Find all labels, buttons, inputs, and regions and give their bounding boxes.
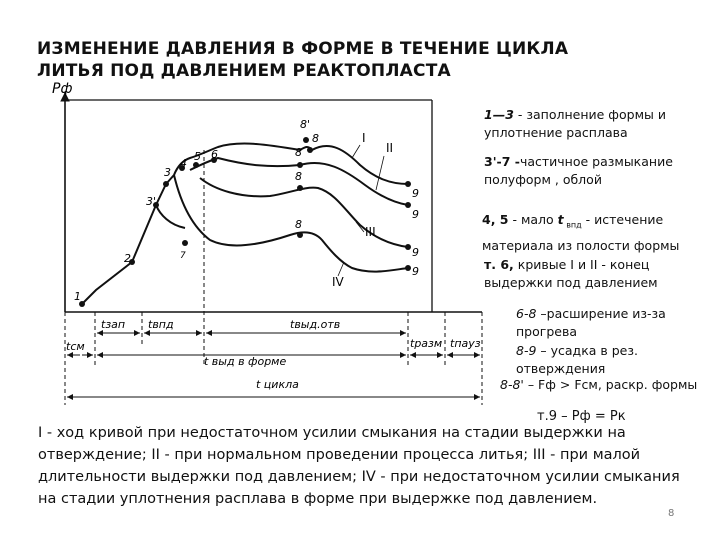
curve-label-I: I	[362, 131, 366, 145]
note-fill-key: 1—3	[484, 107, 514, 122]
note-outflow-a: - мало	[508, 212, 558, 227]
note-expansion-key: 6-8	[516, 306, 537, 321]
t-pauz-label: tпауз	[450, 337, 481, 350]
note-outflow-text: - истечение материала из полости формы	[482, 212, 680, 253]
note-opening-key: 3'-7 -	[484, 154, 520, 169]
point-8c	[297, 185, 303, 191]
note-outflow-t: t	[557, 212, 564, 227]
note-end-hold-key: т. 6,	[484, 257, 514, 272]
curve-points	[79, 137, 411, 307]
label-8d: 8	[295, 218, 302, 231]
point-8prime	[303, 137, 309, 143]
label-3: 3	[164, 166, 171, 179]
label-8c: 8	[295, 170, 302, 183]
label-9a: 9	[412, 187, 419, 200]
t-vyd-otv-label: tвыд.отв	[290, 318, 341, 331]
label-8a: 8	[312, 132, 319, 145]
t-vpd-label: tвпд	[148, 318, 174, 331]
label-6: 6	[211, 148, 218, 161]
label-9c: 9	[412, 246, 419, 259]
note-outflow-key: 4, 5	[482, 212, 509, 227]
curve-labels	[332, 131, 393, 289]
leader-I	[352, 145, 360, 158]
curve-rise	[82, 175, 174, 304]
curve-label-II: II	[386, 141, 394, 155]
curve-I	[174, 144, 408, 184]
note-expansion-text: –расширение из-за прогрева	[516, 306, 666, 339]
point-9b	[405, 202, 411, 208]
point-8d	[297, 232, 303, 238]
note-end-hold	[484, 256, 694, 292]
curve-3prime	[156, 205, 185, 228]
curve-label-III: III	[365, 225, 376, 239]
point-3	[163, 181, 169, 187]
note-expansion	[516, 305, 696, 341]
t-vyd-forme-label: t выд в форме	[204, 355, 287, 368]
label-4: 4	[180, 157, 187, 170]
label-8prime: 8'	[300, 118, 311, 131]
point-8b	[297, 162, 303, 168]
point-9c	[405, 244, 411, 250]
t-razm-label: tразм	[410, 337, 443, 350]
pressure-curves	[82, 144, 408, 304]
point-labels	[74, 118, 419, 303]
curve-label-IV: IV	[332, 275, 344, 289]
t-zap-label: tзап	[101, 318, 126, 331]
label-1: 1	[74, 290, 81, 303]
y-axis-label: Pф	[52, 81, 73, 97]
page-number: 8	[668, 508, 675, 519]
leader-II	[376, 156, 384, 190]
label-8b: 8	[295, 146, 302, 159]
label-3prime: 3'	[146, 195, 157, 208]
note-shrink-key: 8-9	[516, 343, 537, 358]
label-9b: 9	[412, 208, 419, 221]
label-7: 7	[180, 251, 186, 261]
note-opening	[484, 153, 694, 189]
note-force	[500, 376, 715, 394]
title-line-1: ИЗМЕНЕНИЕ ДАВЛЕНИЯ В ФОРМЕ В ТЕЧЕНИЕ ЦИКЛА	[37, 39, 569, 59]
note-force-key: 8-8'	[500, 377, 524, 392]
note-point-9: т.9 – Рф = Рк	[537, 409, 626, 424]
note-fill	[484, 106, 694, 142]
legend-paragraph: I - ход кривой при недостаточном усилии смыкания на стадии выдержки на отверждение; II - при нормальном проведении процесса литья; III - при малой длительности выдержки под давлением; IV - при недостаточном усилии смыкания на стадии уплотнения расплава в форме при выдержке под давлением.	[38, 425, 680, 507]
note-opening-text: частичное размыкание полуформ , облой	[484, 154, 673, 187]
curve-III	[200, 178, 408, 247]
point-9a	[405, 181, 411, 187]
note-end-hold-text: кривые I и II - конец выдержки под давлением	[484, 257, 658, 290]
title-line-2: ЛИТЬЯ ПОД ДАВЛЕНИЕМ РЕАКТОПЛАСТА	[37, 61, 451, 81]
leader-IV	[338, 262, 344, 276]
note-force-text: – Fф > Fсм, раскр. формы	[523, 377, 698, 392]
note-outflow-sub: впд	[563, 220, 582, 230]
point-7	[182, 240, 188, 246]
point-9d	[405, 265, 411, 271]
label-2: 2	[124, 252, 131, 265]
t-cikla-label: t цикла	[256, 378, 299, 391]
note-shrink-text: – усадка в рез. отверждения	[516, 343, 638, 376]
note-outflow	[482, 210, 692, 256]
point-8a	[307, 147, 313, 153]
label-9d: 9	[412, 265, 419, 278]
note-shrink	[516, 342, 696, 378]
note-fill-text: - заполнение формы и уплотнение расплава	[484, 107, 666, 140]
label-5: 5	[194, 150, 201, 163]
t-sm-label: tсм	[66, 340, 85, 353]
